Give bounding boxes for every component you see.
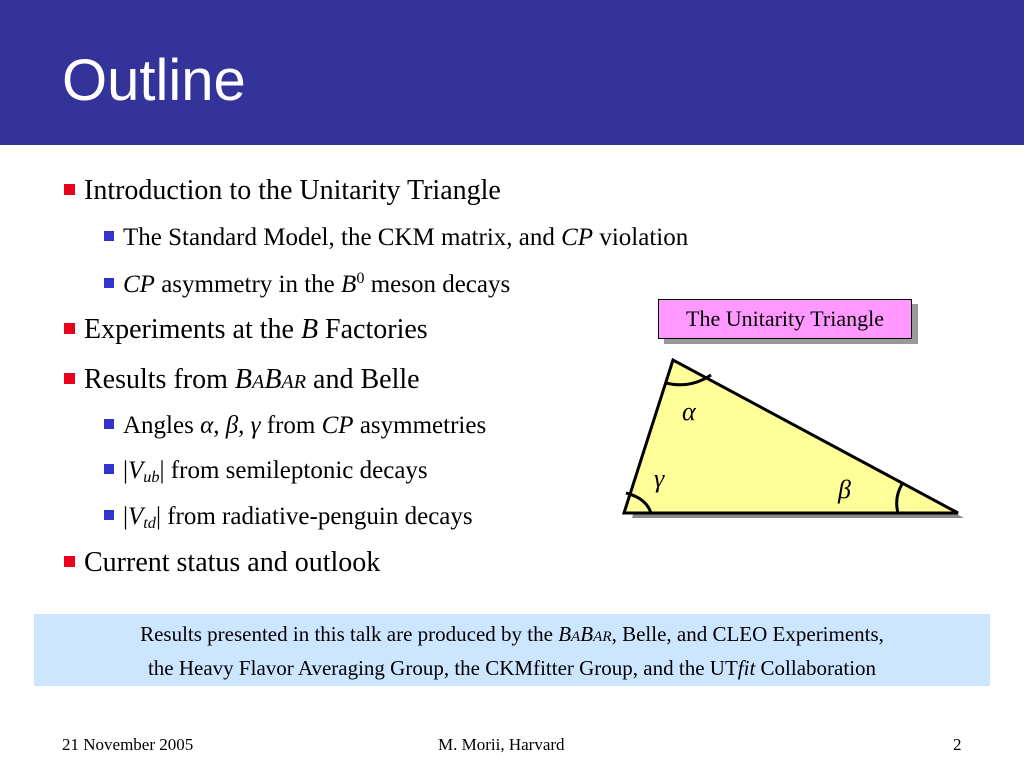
bullet-vtd: $|V_{td}|$ from radiative-penguin decays <box>104 504 473 531</box>
beta-label: β <box>838 475 851 504</box>
bullet-cp-asymmetry: CP asymmetry in the $B^0$ meson decays <box>104 270 510 297</box>
bullet-angles: Angles α, β, γ from CP asymmetries <box>104 413 486 438</box>
gamma-label: γ <box>654 464 665 493</box>
bullet-status: Current status and outlook <box>64 549 380 577</box>
unitarity-triangle <box>624 360 958 513</box>
bullet-square-icon <box>64 373 75 384</box>
bullet-square-icon <box>104 278 114 288</box>
babar-logo-text: BABAR <box>558 622 612 646</box>
bullet-square-icon <box>64 184 75 195</box>
alpha-label: α <box>682 397 696 426</box>
babar-logo-text: BABAR <box>234 364 307 395</box>
credits-line-1: Results presented in this talk are produced by the BABAR, Belle, and CLEO Experiments, <box>140 622 884 646</box>
bullet-experiments: Experiments at the B Factories <box>64 316 428 344</box>
bullet-square-icon <box>104 231 114 241</box>
bullet-square-icon <box>64 556 75 567</box>
credits-line-2: the Heavy Flavor Averaging Group, the CKMfitter Group, and the UTfit Collaboration <box>147 656 877 680</box>
bullet-square-icon <box>104 510 114 520</box>
footer-page-number: 2 <box>953 735 962 754</box>
unitarity-triangle-figure <box>600 350 970 530</box>
footer-date: 21 November 2005 <box>62 735 194 754</box>
bullet-square-icon <box>104 419 114 429</box>
bullet-vub: $|V_{ub}|$ from semileptonic decays <box>104 458 428 485</box>
bullet-results: Results from BABAR and Belle <box>64 366 420 394</box>
bullet-intro: Introduction to the Unitarity Triangle <box>64 177 501 205</box>
bullet-square-icon <box>64 323 75 334</box>
credits-note <box>34 614 990 686</box>
bullet-square-icon <box>104 464 114 474</box>
slide-title: Outline <box>62 48 246 113</box>
unitarity-triangle-label: The Unitarity Triangle <box>658 299 912 339</box>
footer-author: M. Morii, Harvard <box>438 735 565 754</box>
title-bar <box>0 0 1024 145</box>
bullet-standard-model: The Standard Model, the CKM matrix, and CP violation <box>104 225 688 250</box>
